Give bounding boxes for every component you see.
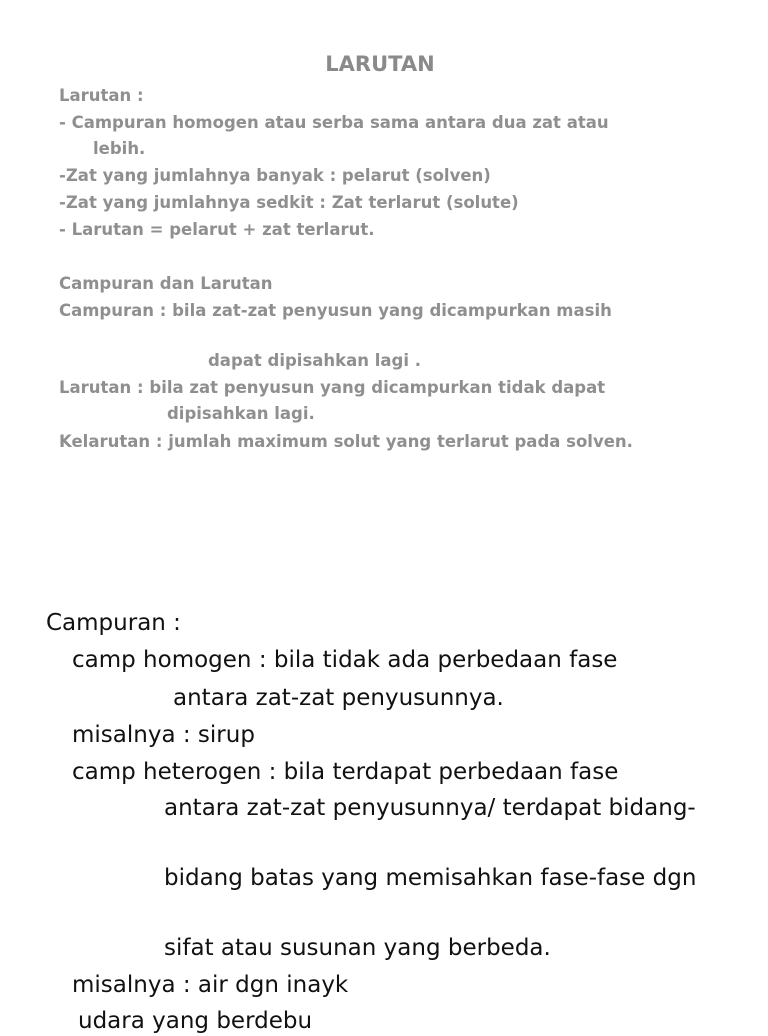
bullet-4: - Larutan = pelarut + zat terlarut.: [59, 220, 375, 239]
kelarutan-definition: Kelarutan : jumlah maximum solut yang terlarut pada solven.: [59, 432, 633, 451]
slide-title: LARUTAN: [325, 52, 435, 76]
heterogen-line-2: [72, 792, 722, 825]
larutan-definition-line-1: Larutan : bila zat penyusun yang dicampurkan tidak dapat: [59, 378, 606, 397]
larutan-definition-line-2: dipisahkan lagi.: [167, 404, 315, 423]
heterogen-example-2: udara yang berdebu: [78, 1008, 313, 1034]
definition-heading: Larutan :: [59, 86, 144, 105]
heterogen-line-1: camp heterogen : bila terdapat perbedaan fase: [72, 759, 619, 785]
heterogen-example: misalnya : air dgn inayk: [72, 972, 349, 998]
homogen-line-1: camp homogen : bila tidak ada perbedaan fase: [72, 647, 618, 673]
bullet-3: -Zat yang jumlahnya sedkit : Zat terlarut (solute): [59, 193, 519, 212]
campuran-definition-line-1: Campuran : bila zat-zat penyusun yang dicampurkan masih: [59, 301, 612, 320]
homogen-line-2: antara zat-zat penyusunnya.: [173, 685, 504, 711]
campuran-definition-line-2: dapat dipisahkan lagi .: [208, 351, 422, 370]
heterogen-line-3-text: bidang batas yang memisahkan fase-fase dgn: [164, 865, 697, 891]
heterogen-line-4: sifat atau susunan yang berbeda.: [164, 935, 551, 961]
section-heading: Campuran dan Larutan: [59, 274, 273, 293]
bullet-1-line-2: lebih.: [93, 139, 146, 158]
bullet-1-line-1: - Campuran homogen atau serba sama antara dua zat atau: [59, 113, 609, 132]
bullet-2: -Zat yang jumlahnya banyak : pelarut (solven): [59, 166, 491, 185]
campuran-heading: Campuran :: [46, 610, 181, 636]
heterogen-line-2-text: antara zat-zat penyusunnya/ terdapat bidang-: [164, 795, 696, 821]
heterogen-line-3: [72, 862, 722, 895]
homogen-example: misalnya : sirup: [72, 722, 255, 748]
